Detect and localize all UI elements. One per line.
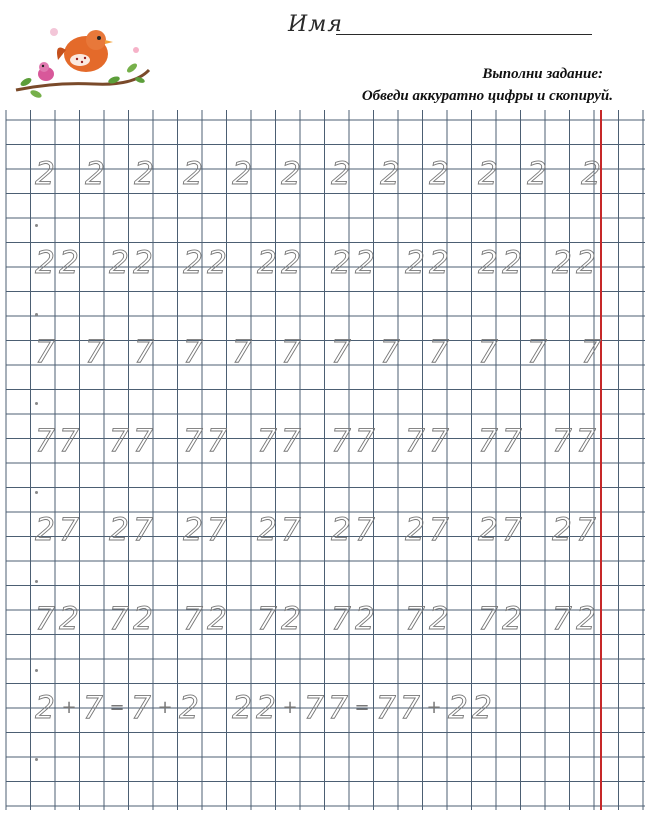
trace-digit: 7	[183, 601, 203, 637]
trace-digit: 7	[552, 423, 572, 459]
tracing-row	[0, 421, 651, 461]
trace-digit: 7	[380, 334, 400, 370]
trace-digit: 2	[331, 245, 351, 281]
operator-sign: +	[61, 697, 77, 718]
trace-digit: 7	[576, 423, 596, 459]
row-start-dot	[35, 224, 38, 227]
trace-digit: 2	[527, 156, 547, 192]
tracing-row	[0, 243, 651, 283]
trace-digit: 2	[331, 512, 351, 548]
operator-sign: +	[282, 697, 298, 718]
trace-digit: 2	[281, 245, 301, 281]
trace-digit: 2	[207, 245, 227, 281]
trace-digit: 2	[134, 156, 154, 192]
trace-digit: 7	[502, 512, 522, 548]
trace-digit: 7	[355, 423, 375, 459]
trace-digit: 2	[256, 690, 276, 726]
trace-digit: 2	[207, 601, 227, 637]
trace-digit: 7	[331, 601, 351, 637]
row-start-dot	[35, 491, 38, 494]
trace-digit: 2	[133, 601, 153, 637]
trace-digit: 2	[183, 245, 203, 281]
trace-digit: 7	[331, 423, 351, 459]
trace-digit: 7	[281, 512, 301, 548]
trace-digit: 2	[502, 245, 522, 281]
tracing-row	[0, 332, 651, 372]
trace-digit: 2	[429, 156, 449, 192]
tracing-row	[0, 510, 651, 550]
trace-digit: 2	[429, 245, 449, 281]
trace-digit: 7	[133, 423, 153, 459]
trace-digit: 7	[400, 690, 420, 726]
trace-digit: 7	[581, 334, 601, 370]
trace-digit: 7	[85, 334, 105, 370]
tracing-row	[0, 154, 651, 194]
row-start-dot	[35, 313, 38, 316]
task-title: Выполни задание:	[482, 66, 603, 82]
trace-digit: 2	[85, 156, 105, 192]
trace-digit: 7	[207, 423, 227, 459]
trace-digit: 7	[133, 512, 153, 548]
trace-digit: 2	[257, 512, 277, 548]
equation-row	[0, 688, 651, 728]
trace-digit: 7	[328, 690, 348, 726]
trace-digit: 7	[527, 334, 547, 370]
task-instruction: Обведи аккуратно цифры и скопируй.	[361, 88, 613, 104]
trace-digit: 2	[179, 690, 199, 726]
trace-digit: 2	[281, 601, 301, 637]
trace-digit: 2	[478, 512, 498, 548]
trace-digit: 2	[183, 512, 203, 548]
trace-digit: 2	[133, 245, 153, 281]
trace-digit: 7	[35, 423, 55, 459]
trace-digit: 2	[448, 690, 468, 726]
trace-digit: 7	[131, 690, 151, 726]
trace-digit: 7	[552, 601, 572, 637]
trace-digit: 7	[35, 334, 55, 370]
operator-sign: =	[354, 697, 370, 718]
trace-digit: 7	[207, 512, 227, 548]
trace-digit: 2	[472, 690, 492, 726]
trace-digit: 2	[429, 601, 449, 637]
trace-digit: 7	[257, 423, 277, 459]
trace-digit: 7	[59, 512, 79, 548]
trace-digit: 7	[109, 423, 129, 459]
trace-digit: 2	[59, 245, 79, 281]
trace-digit: 2	[281, 156, 301, 192]
operator-sign: +	[157, 697, 173, 718]
worksheet-header	[0, 0, 651, 110]
trace-digit: 2	[35, 156, 55, 192]
trace-digit: 7	[429, 334, 449, 370]
trace-digit: 7	[355, 512, 375, 548]
trace-digit: 7	[183, 334, 203, 370]
trace-digit: 7	[83, 690, 103, 726]
operator-sign: +	[426, 697, 442, 718]
row-start-dot	[35, 669, 38, 672]
trace-digit: 2	[59, 601, 79, 637]
trace-digit: 2	[552, 245, 572, 281]
row-start-dot	[35, 758, 38, 761]
trace-digit: 2	[478, 156, 498, 192]
trace-digit: 2	[380, 156, 400, 192]
trace-digit: 2	[581, 156, 601, 192]
trace-digit: 7	[257, 601, 277, 637]
trace-digit: 2	[35, 245, 55, 281]
trace-digit: 2	[502, 601, 522, 637]
operator-sign: =	[109, 697, 125, 718]
trace-digit: 2	[232, 690, 252, 726]
trace-digit: 2	[183, 156, 203, 192]
tracing-row	[0, 599, 651, 639]
trace-digit: 2	[405, 245, 425, 281]
bird-on-branch-icon	[14, 20, 154, 100]
trace-digit: 7	[281, 334, 301, 370]
trace-digit: 7	[405, 601, 425, 637]
trace-digit: 2	[35, 690, 55, 726]
trace-digit: 2	[35, 512, 55, 548]
trace-digit: 2	[232, 156, 252, 192]
trace-digit: 7	[232, 334, 252, 370]
trace-digit: 7	[304, 690, 324, 726]
trace-digit: 7	[429, 512, 449, 548]
name-input-line[interactable]	[336, 34, 592, 35]
trace-digit: 2	[355, 245, 375, 281]
trace-digit: 7	[183, 423, 203, 459]
trace-digit: 2	[405, 512, 425, 548]
name-label: Имя	[288, 12, 343, 37]
trace-digit: 7	[331, 334, 351, 370]
trace-digit: 7	[478, 334, 498, 370]
trace-digit: 7	[281, 423, 301, 459]
trace-digit: 2	[109, 245, 129, 281]
trace-digit: 2	[478, 245, 498, 281]
trace-digit: 7	[59, 423, 79, 459]
trace-digit: 7	[478, 601, 498, 637]
trace-digit: 2	[109, 512, 129, 548]
trace-digit: 7	[502, 423, 522, 459]
row-start-dot	[35, 580, 38, 583]
trace-digit: 2	[576, 245, 596, 281]
trace-digit: 2	[355, 601, 375, 637]
trace-digit: 7	[405, 423, 425, 459]
copybook-grid[interactable]	[0, 110, 651, 815]
trace-digit: 7	[478, 423, 498, 459]
trace-digit: 7	[376, 690, 396, 726]
trace-digit: 2	[552, 512, 572, 548]
trace-digit: 7	[429, 423, 449, 459]
trace-digit: 2	[257, 245, 277, 281]
trace-digit: 7	[134, 334, 154, 370]
trace-digit: 7	[576, 512, 596, 548]
row-start-dot	[35, 402, 38, 405]
trace-digit: 7	[109, 601, 129, 637]
trace-digit: 2	[576, 601, 596, 637]
trace-digit: 7	[35, 601, 55, 637]
trace-digit: 2	[331, 156, 351, 192]
